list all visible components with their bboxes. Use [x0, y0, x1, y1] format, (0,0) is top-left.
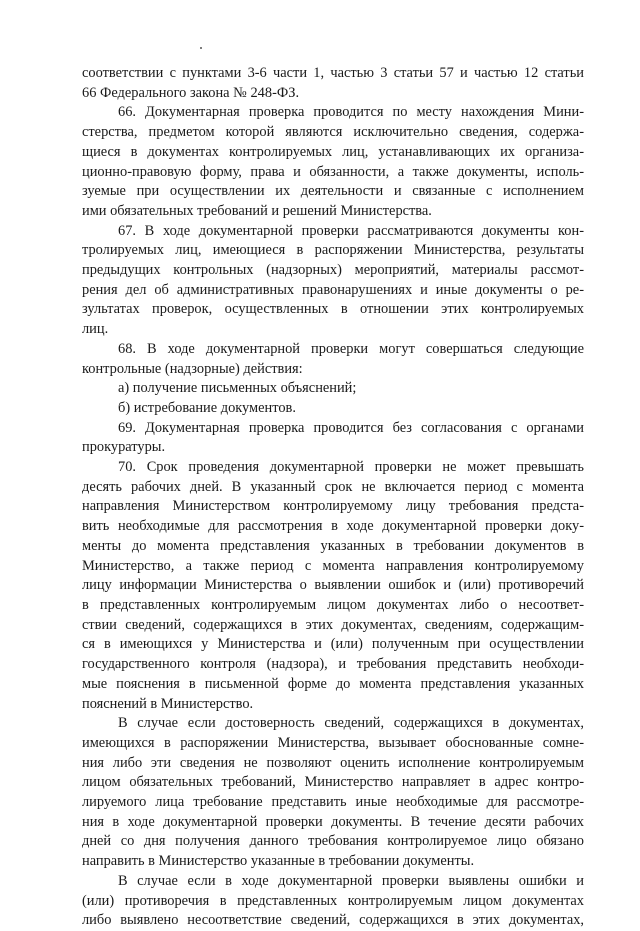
text-line: тролируемых лиц, имеющиеся в распоряжении Министерства, результаты	[82, 242, 584, 259]
text-line: государственного контроля (надзора), и требования представить необходи-	[82, 656, 584, 673]
text-line: стерства, предметом которой являются исключительно сведения, содержа-	[82, 124, 584, 141]
text-line: ния в ходе документарной проверки документы. В течение десяти рабочих	[82, 813, 584, 830]
text-line: а) получение письменных объяснений;	[118, 380, 357, 397]
text-line: контрольные (надзорные) действия:	[82, 360, 303, 377]
text-line: 69. Документарная проверка проводится без согласования с органами	[118, 419, 584, 436]
text-line: вить необходимые для рассмотрения в ходе документарной проверки доку-	[82, 518, 584, 535]
scan-artifact-dot	[200, 47, 202, 49]
text-line: пояснений в Министерство.	[82, 695, 254, 712]
text-line: лируемого лица требование представить иные необходимые для рассмотре-	[82, 794, 584, 811]
text-line: в представленных контролируемым лицом документах либо о несоответ-	[82, 596, 584, 613]
text-line: Министерство, а также период с момента направления контролируемому	[82, 557, 584, 574]
text-line: 70. Срок проведения документарной проверки не может превышать	[118, 459, 584, 476]
text-line: зуемые при осуществлении их деятельности и связанные с исполнением	[82, 183, 584, 200]
text-line: соответствии с пунктами 3-6 части 1, частью 3 статьи 57 и частью 12 статьи	[82, 65, 584, 81]
text-line: лиц.	[82, 321, 109, 338]
text-line: направления Министерством контролируемому лицу требования предста-	[82, 498, 584, 515]
text-line: лицом обязательных требований, Министерство направляет в адрес контро-	[82, 774, 584, 791]
text-line: ся в имеющихся у Министерства и (или) полученным при осуществлении	[82, 636, 584, 653]
text-line: В случае если достоверность сведений, содержащихся в документах,	[118, 715, 584, 732]
text-line: десять рабочих дней. В указанный срок не включается период с момента	[82, 478, 584, 495]
text-line: рения дел об административных правонарушениях и иные документы о ре-	[82, 281, 584, 298]
text-line: ционно-правовую форму, права и обязанности, а также документы, исполь-	[82, 163, 584, 180]
text-line: б) истребование документов.	[118, 399, 296, 416]
text-line: лицу информации Министерства о выявлении ошибок и (или) противоречий	[82, 577, 584, 594]
text-line: дней со дня получения данного требования контролируемое лицо обязано	[82, 833, 584, 850]
text-line: имеющихся в распоряжении Министерства, вызывает обоснованные сомне-	[82, 734, 584, 751]
text-line: (или) противоречия в представленных контролируемым лицом документах	[82, 892, 584, 909]
text-line: 66. Документарная проверка проводится по месту нахождения Мини-	[118, 104, 584, 121]
text-line: ствии сведений, содержащихся в этих документах, сведениям, содержащим-	[82, 616, 584, 633]
text-line: ния либо эти сведения не позволяют оценить исполнение контролируемым	[82, 754, 584, 771]
text-line: В случае если в ходе документарной проверки выявлены ошибки и	[118, 872, 584, 889]
text-line: щиеся в документах контролируемых лиц, устанавливающих их организа-	[82, 143, 584, 160]
text-line: 66 Федерального закона № 248-ФЗ.	[82, 84, 300, 101]
text-line: ими обязательных требований и решений Министерства.	[82, 202, 432, 219]
text-line: прокуратуры.	[82, 439, 166, 456]
text-line: направить в Министерство указанные в требовании документы.	[82, 853, 475, 870]
text-line: предыдущих контрольных (надзорных) мероприятий, материалы рассмот-	[82, 262, 584, 279]
text-line: зультатах проверок, осуществленных в отношении этих контролируемых	[82, 301, 584, 318]
text-line: либо выявлено несоответствие сведений, содержащихся в этих документах,	[82, 912, 584, 929]
text-line: менты до момента представления указанных в требовании документов в	[82, 537, 584, 554]
text-line: мые пояснения в письменной форме до момента представления указанных	[82, 675, 584, 692]
document-body	[82, 64, 584, 931]
text-line: 67. В ходе документарной проверки рассматриваются документы кон-	[118, 222, 584, 239]
text-line: 68. В ходе документарной проверки могут совершаться следующие	[118, 340, 584, 357]
